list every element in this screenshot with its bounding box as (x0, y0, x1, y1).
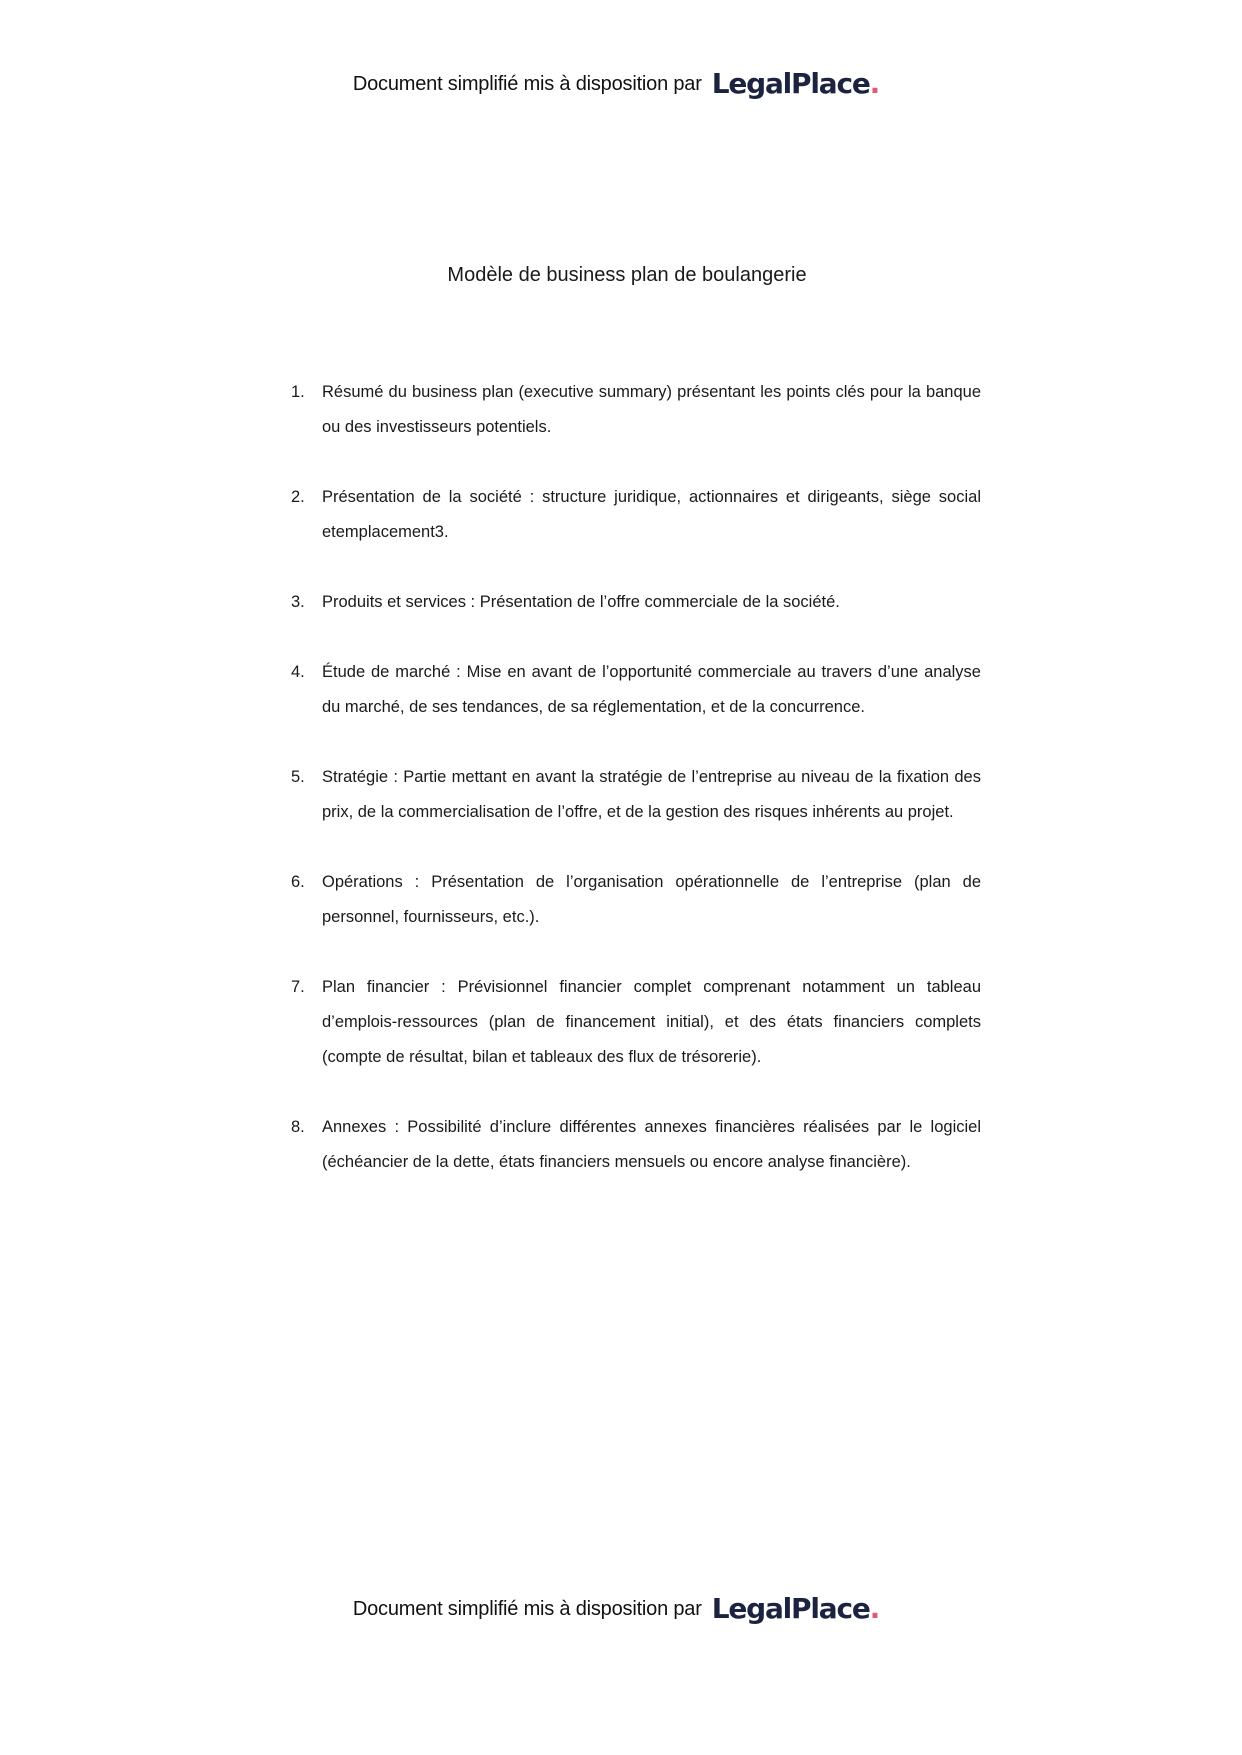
logo-dot: . (869, 1592, 880, 1625)
list-item (291, 375, 981, 445)
list-item (291, 480, 981, 550)
list-item-number: 4. (291, 663, 305, 681)
footer-banner (0, 1592, 1242, 1625)
document-title-text: Modèle de business plan de boulangerie (447, 264, 807, 286)
legalplace-logo (711, 67, 880, 100)
list-item-text: Résumé du business plan (executive summary) présentant les points clés pour la banque ou des investisseurs potentiels. (322, 383, 981, 436)
legalplace-logo (711, 1592, 880, 1625)
list-item-number: 1. (291, 383, 305, 401)
list-item-number: 3. (291, 593, 305, 611)
logo-wordmark: LegalPlace (711, 67, 870, 100)
footer-banner-text: Document simplifié mis à disposition par (352, 1597, 702, 1620)
list-item (291, 865, 981, 935)
list-item-text: Présentation de la société : structure juridique, actionnaires et dirigeants, siège social etemplacement3. (322, 488, 981, 541)
list-item (291, 585, 981, 620)
list-item (291, 655, 981, 725)
list-item (291, 1110, 981, 1180)
list-item-number: 2. (291, 488, 305, 506)
document-title (0, 264, 1242, 287)
list-item-text: Produits et services : Présentation de l’offre commerciale de la société. (322, 593, 840, 611)
list-item-number: 8. (291, 1118, 305, 1136)
header-banner-text: Document simplifié mis à disposition par (352, 72, 702, 95)
list-item-text: Annexes : Possibilité d’inclure différentes annexes financières réalisées par le logiciel (échéancier de la dette, états financiers mensuels ou encore analyse financière). (322, 1118, 981, 1171)
list-item-text: Plan financier : Prévisionnel financier complet comprenant notamment un tableau d’emplois-ressources (plan de financement initial), et des états financiers complets (compte de résultat, bilan et tableaux des flux de trésorerie). (322, 978, 981, 1066)
list-item-number: 7. (291, 978, 305, 996)
list-item (291, 970, 981, 1075)
list-item-number: 6. (291, 873, 305, 891)
list-item (291, 760, 981, 830)
business-plan-outline (291, 375, 981, 1215)
list-item-number: 5. (291, 768, 305, 786)
header-banner (0, 67, 1242, 100)
list-item-text: Étude de marché : Mise en avant de l’opportunité commerciale au travers d’une analyse du marché, de ses tendances, de sa réglementation, et de la concurrence. (322, 663, 981, 716)
list-item-text: Opérations : Présentation de l’organisation opérationnelle de l’entreprise (plan de personnel, fournisseurs, etc.). (322, 873, 981, 926)
logo-wordmark: LegalPlace (711, 1592, 870, 1625)
list-item-text: Stratégie : Partie mettant en avant la stratégie de l’entreprise au niveau de la fixation des prix, de la commercialisation de l’offre, et de la gestion des risques inhérents au projet. (322, 768, 981, 821)
logo-dot: . (869, 67, 880, 100)
